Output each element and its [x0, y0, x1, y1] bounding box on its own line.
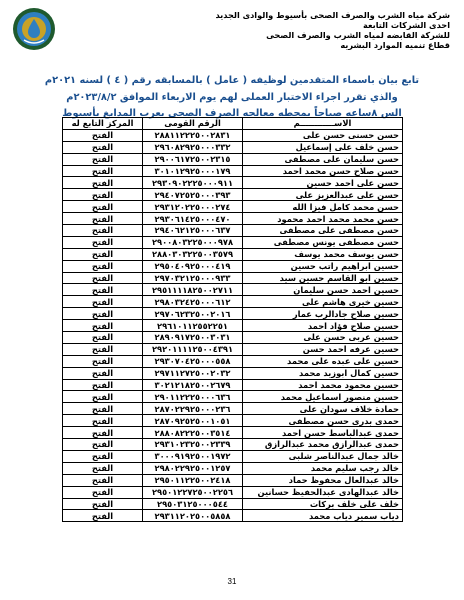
table-row	[63, 450, 403, 462]
center-cell: الفتح	[63, 129, 143, 141]
name-cell: خالد عبدالعال محفوظ حماد	[243, 474, 403, 486]
name-cell: حسين خيرى هاشم على	[243, 296, 403, 308]
national-id-cell: ٢٩٥٠٣١٢٥٠٠٠٥٤٤	[143, 498, 243, 510]
center-cell: الفتح	[63, 308, 143, 320]
name-cell: حسن يوسف محمد يوسف	[243, 248, 403, 260]
national-id-cell: ٢٩٥٠١٢٢٧٢٥٠٠٢٢٥٦	[143, 486, 243, 498]
national-id-cell: ٢٨٧٠٢٢٩٢٥٠٠٠٢٣٦	[143, 403, 243, 415]
name-cell: حمادة خلاف سودان على	[243, 403, 403, 415]
name-column-header: الاســــــــــــم	[243, 118, 403, 130]
name-cell: خالد جمال عبدالناصر شلبى	[243, 450, 403, 462]
table-row	[63, 272, 403, 284]
national-id-cell: ٣٠٢١٢١٨٢٥٠٠٢٦٧٩	[143, 379, 243, 391]
table-row	[63, 177, 403, 189]
center-cell: الفتح	[63, 510, 143, 522]
center-cell: الفتح	[63, 225, 143, 237]
table-row	[63, 213, 403, 225]
center-cell: الفتح	[63, 260, 143, 272]
center-cell: الفتح	[63, 474, 143, 486]
national-id-cell: ٢٩٧٠٣٢١٢٥٠٠٠٩٣٣	[143, 272, 243, 284]
center-cell: الفتح	[63, 343, 143, 355]
name-cell: حمدى عبدالباسط حسن احمد	[243, 427, 403, 439]
center-cell: الفتح	[63, 462, 143, 474]
center-cell: الفتح	[63, 415, 143, 427]
center-cell: الفتح	[63, 320, 143, 332]
national-id-cell: ٢٩٧٠٦٢٣٢٥٠٠٢٠١٦	[143, 308, 243, 320]
table-row	[63, 260, 403, 272]
center-cell: الفتح	[63, 177, 143, 189]
name-cell: خالد عبدالهادى عبدالحفيظ حسانين	[243, 486, 403, 498]
national-id-cell: ٢٩٣١٢٠٢٢٥٠٠٠٢٧٤	[143, 201, 243, 213]
holding-company: للشركة القابضه لمياه الشرب والصرف الصحى	[266, 30, 450, 40]
table-row	[63, 332, 403, 344]
table-row	[63, 415, 403, 427]
applicants-table	[62, 117, 403, 522]
center-cell: الفتح	[63, 391, 143, 403]
national-id-cell: ٢٩٣٠٧٠٤٢٥٠٠٠٥٥٨	[143, 355, 243, 367]
name-cell: حسن خلف على إسماعيل	[243, 141, 403, 153]
center-cell: الفتح	[63, 498, 143, 510]
name-cell: حسن مصطفى على مصطفى	[243, 225, 403, 237]
table-row	[63, 201, 403, 213]
center-cell: الفتح	[63, 189, 143, 201]
table-row	[63, 403, 403, 415]
center-cell: الفتح	[63, 332, 143, 344]
national-id-cell: ٢٩٠١١٢٢٢٥٠٠٠٦٣٦	[143, 391, 243, 403]
table-row	[63, 225, 403, 237]
national-id-cell: ٢٩٠٠٨٠٣٢٢٥٠٠٠٩٧٨	[143, 236, 243, 248]
national-id-cell: ٢٩٥٠١١٢٢٥٠٠٢٤١٨	[143, 474, 243, 486]
name-cell: خالد رجب سليم محمد	[243, 462, 403, 474]
table-row	[63, 165, 403, 177]
title-line-3: الس ٨ساعه صباحاً بمحطه معالجه الصرف الصحى بعرب المدابغ بأسيوط	[62, 108, 402, 119]
table-row	[63, 391, 403, 403]
national-id-cell: ٢٩٣٠٦١٤٢٥٠٠٠٤٧٠	[143, 213, 243, 225]
center-cell: الفتح	[63, 284, 143, 296]
table-row	[63, 427, 403, 439]
center-cell: الفتح	[63, 355, 143, 367]
national-id-cell: ٢٨٩٠٩١٧٢٥٠٠٣٠٣١	[143, 332, 243, 344]
center-cell: الفتح	[63, 486, 143, 498]
name-cell: دياب سمير دياب محمد	[243, 510, 403, 522]
name-cell: حسين صلاح فؤاد احمد	[243, 320, 403, 332]
name-cell: حسن صلاح حسن محمد احمد	[243, 165, 403, 177]
national-id-cell: ٢٩٠٠٦١٧٢٥٠٠٢٣١٥	[143, 153, 243, 165]
table-row	[63, 355, 403, 367]
table-row	[63, 498, 403, 510]
name-cell: خلف على خلف بركات	[243, 498, 403, 510]
title-line-2: والذي تقرر اجراء الاختبار العملى لهم يوم الاربعاء الموافق ٢٠٢٣/٨/٢م	[66, 91, 398, 103]
table-row	[63, 296, 403, 308]
name-cell: حمدى عبدالرازق محمد عبدالرازق	[243, 439, 403, 451]
table-row	[63, 510, 403, 522]
national-id-cell: ٢٩٥١١١١٨٢٥٠٠٢٧١١	[143, 284, 243, 296]
name-cell: حسين على عبده على محمد	[243, 355, 403, 367]
center-cell: الفتح	[63, 201, 143, 213]
center-column-header: المركز التابع له	[63, 118, 143, 130]
national-id-cell: ٢٩٧١١٢٧٢٥٠٠٢٠٣٢	[143, 367, 243, 379]
national-id-column-header: الرقم القومى	[143, 118, 243, 130]
center-cell: الفتح	[63, 272, 143, 284]
national-id-cell: ٣٠١٠١٢٩٢٥٠٠٠١٧٩	[143, 165, 243, 177]
company-header	[70, 10, 450, 50]
center-cell: الفتح	[63, 439, 143, 451]
name-cell: حسن سليمان على مصطفى	[243, 153, 403, 165]
table-row	[63, 308, 403, 320]
name-cell: حسين ابو القاسم حسين سيد	[243, 272, 403, 284]
table-row	[63, 141, 403, 153]
table-row	[63, 474, 403, 486]
table-row	[63, 189, 403, 201]
table-row	[63, 367, 403, 379]
table-row	[63, 129, 403, 141]
center-cell: الفتح	[63, 165, 143, 177]
center-cell: الفتح	[63, 296, 143, 308]
table-row	[63, 439, 403, 451]
table-row	[63, 248, 403, 260]
national-id-cell: ٢٩٦٠٨٢٩٢٥٠٠٠٣٣٢	[143, 141, 243, 153]
national-id-cell: ٢٩٤٠٦٢١٢٥٠٠٠٦٣٧	[143, 225, 243, 237]
center-cell: الفتح	[63, 141, 143, 153]
name-cell: حسن مصطفى يونس مصطفى	[243, 236, 403, 248]
table-row	[63, 343, 403, 355]
table-row	[63, 284, 403, 296]
name-cell: حسين عربى حسن على	[243, 332, 403, 344]
name-cell: حسين منصور اسماعيل محمد	[243, 391, 403, 403]
center-cell: الفتح	[63, 403, 143, 415]
center-cell: الفتح	[63, 367, 143, 379]
name-cell: حسين كمال ابوزيد محمد	[243, 367, 403, 379]
national-id-cell: ٢٨٧٠٩٢٥٢٥٠٠١٠٥١	[143, 415, 243, 427]
center-cell: الفتح	[63, 236, 143, 248]
table-row	[63, 236, 403, 248]
table-header-row	[63, 118, 403, 130]
national-id-cell: ٢٩٦١٠١١٢٥٥٢٢٥١	[143, 320, 243, 332]
center-cell: الفتح	[63, 213, 143, 225]
company-affiliation: احدى الشركات التابعة	[363, 20, 450, 30]
center-cell: الفتح	[63, 450, 143, 462]
name-cell: حسن على عبدالعزيز على	[243, 189, 403, 201]
national-id-cell: ٢٨٨٠٨٢٢٢٥٠٠٣٥١٤	[143, 427, 243, 439]
name-cell: حمدى بدرى حسن مصطفى	[243, 415, 403, 427]
name-cell: حسين عرفه احمد حسن	[243, 343, 403, 355]
name-cell: حسين صلاح جادالرب عمار	[243, 308, 403, 320]
name-cell: حسن محمد محمد احمد محمود	[243, 213, 403, 225]
national-id-cell: ٢٩٨٠٣٢٤٢٥٠٠٠٦١٢	[143, 296, 243, 308]
national-id-cell: ٢٩٤٠٧٢٥٢٥٠٠٠٣٩٣	[143, 189, 243, 201]
company-name: شركة مياه الشرب والصرف الصحى بأسيوط والوادى الجديد	[215, 10, 450, 20]
page-number: 31	[227, 577, 237, 586]
table-row	[63, 320, 403, 332]
name-cell: حسين احمد حسن سليمان	[243, 284, 403, 296]
center-cell: الفتح	[63, 427, 143, 439]
name-cell: حسين محمود محمد احمد	[243, 379, 403, 391]
national-id-cell: ٢٩٨٠٢٢٩٢٥٠٠١٢٥٧	[143, 462, 243, 474]
department-name: قطاع تنميه الموارد البشريه	[340, 40, 450, 50]
national-id-cell: ٢٨٨١١٢٢٢٥٠٠٢٨٣١	[143, 129, 243, 141]
national-id-cell: ٢٩٢٠١١١١٢٥٠٠٤٣٩١	[143, 343, 243, 355]
national-id-cell: ٢٩٣١٠٢٣٢٥٠٠٢٣٣٩	[143, 439, 243, 451]
title-line-1: تابع بيان باسماء المتقدمين لوظيفه ( عامل ) بالمسابقه رقم ( ٤ ) لسنه ٢٠٢١م	[44, 75, 420, 86]
national-id-cell: ٢٩٣١١٢٠٢٥٠٠٥٨٥٨	[143, 510, 243, 522]
name-cell: حسن حسنى حسن على	[243, 129, 403, 141]
center-cell: الفتح	[63, 248, 143, 260]
table-row	[63, 462, 403, 474]
name-cell: حسين ابراهيم راتب حسين	[243, 260, 403, 272]
table-row	[63, 153, 403, 165]
name-cell: حسن على احمد حسين	[243, 177, 403, 189]
table-row	[63, 486, 403, 498]
national-id-cell: ٣٠٠٠٩١٩٢٥٠٠١٩٧٢	[143, 450, 243, 462]
center-cell: الفتح	[63, 379, 143, 391]
name-cell: حسن محمد كامل فيزا الله	[243, 201, 403, 213]
national-id-cell: ٢٨٨٠٣٠٣٢٢٥٠٠٣٥٧٩	[143, 248, 243, 260]
company-logo-icon	[10, 6, 58, 52]
document-title	[14, 73, 450, 123]
center-cell: الفتح	[63, 153, 143, 165]
national-id-cell: ٢٩٥٠٤٠٩٢٥٠٠٠٤١٩	[143, 260, 243, 272]
table-row	[63, 379, 403, 391]
national-id-cell: ٢٩٣٠٩٠٢٢٢٥٠٠٠٩١١	[143, 177, 243, 189]
